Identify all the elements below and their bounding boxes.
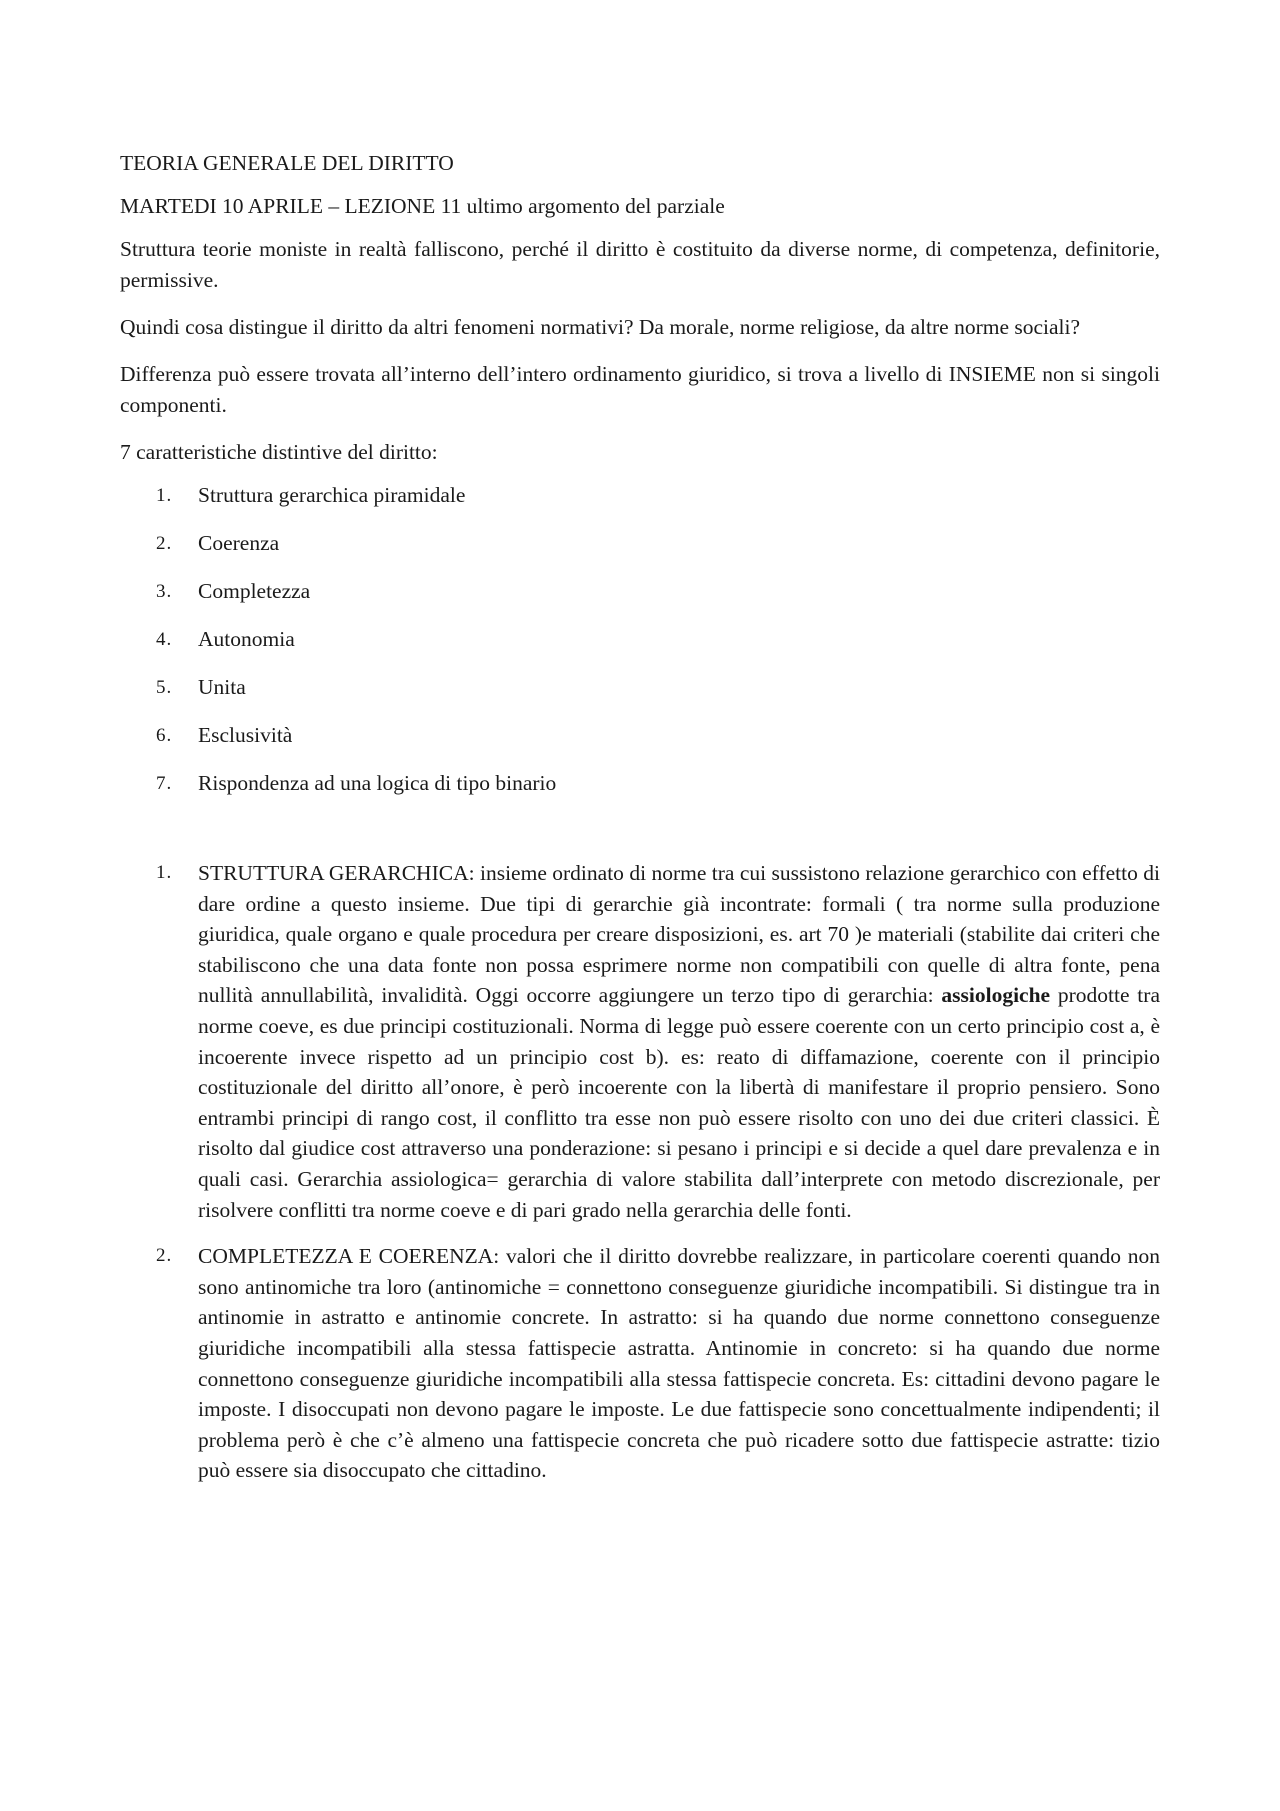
list-item-text: Unita <box>198 675 246 699</box>
lesson-heading: MARTEDI 10 APRILE – LEZIONE 11 ultimo argomento del parziale <box>120 194 725 218</box>
list-number: 1. <box>156 862 173 883</box>
list-item-text: Rispondenza ad una logica di tipo binario <box>198 771 557 795</box>
list-number: 4. <box>156 629 173 650</box>
detail-text: STRUTTURA GERARCHICA: insieme ordinato di norme tra cui sussistono relazione gerarchico con effetto di dare ordine a questo insieme. Due tipi di gerarchie già incontrate: formali ( tra norme sulla produzione giuridica, quale organo e quale procedura per creare disposizioni, es. art 70 )e materiali (stabilite dai criteri che stabiliscono che una data fonte non possa esprimere norme non compatibili con quelle di altra fonte, pena nullità annullabilità, invalidità. Oggi occorre aggiungere un terzo tipo di gerarchia: <box>198 861 1160 1008</box>
list-item-text: Struttura gerarchica piramidale <box>198 483 466 507</box>
list-item-text: Autonomia <box>198 627 295 651</box>
bold-term: assiologiche <box>941 983 1051 1008</box>
list-item <box>120 480 1160 528</box>
list-number: 3. <box>156 581 173 602</box>
list-number: 5. <box>156 677 173 698</box>
document-page <box>120 148 1160 1502</box>
list-item <box>120 624 1160 672</box>
list-number: 7. <box>156 773 173 794</box>
detail-item <box>120 858 1160 1225</box>
list-number: 6. <box>156 725 173 746</box>
list-item-text: Coerenza <box>198 531 280 555</box>
features-intro: 7 caratteristiche distintive del diritto: <box>120 440 438 464</box>
detail-text: COMPLETEZZA E COERENZA: valori che il diritto dovrebbe realizzare, in particolare coerenti quando non sono antinomiche tra loro (antinomiche = connettono conseguenze giuridiche incompatibili. Si distingue tra in antinomie in astratto e antinomie concrete. In astratto: si ha quando due norme connettono conseguenze giuridiche incompatibili alla stessa fattispecie astratta. Antinomie in concreto: si ha quando due norme connettono conseguenze giuridiche incompatibili alla stessa fattispecie concreta. Es: cittadini devono pagare le imposte. I disoccupati non devono pagare le imposte. Le due fattispecie sono concettualmente indipendenti; il problema però è che c’è almeno una fattispecie concreta che può ricadere sotto due fattispecie astratte: tizio può essere sia disoccupato che cittadino. <box>198 1244 1160 1483</box>
paragraph: Struttura teorie moniste in realtà falliscono, perché il diritto è costituito da diverse norme, di competenza, definitorie, permissive. <box>120 237 1160 292</box>
details-list <box>120 858 1160 1486</box>
features-list <box>120 480 1160 816</box>
paragraph: Quindi cosa distingue il diritto da altri fenomeni normativi? Da morale, norme religiose, da altre norme sociali? <box>120 315 1081 339</box>
list-number: 2. <box>156 1245 173 1267</box>
list-item-text: Completezza <box>198 579 311 603</box>
list-item <box>120 720 1160 768</box>
list-item <box>120 528 1160 576</box>
document-title: TEORIA GENERALE DEL DIRITTO <box>120 151 454 175</box>
list-number: 1. <box>156 485 173 506</box>
list-item <box>120 768 1160 816</box>
spacer <box>120 816 1160 858</box>
detail-item <box>120 1241 1160 1486</box>
list-item-text: Esclusività <box>198 723 293 747</box>
detail-text: prodotte tra norme coeve, es due principi costituzionali. Norma di legge può essere coerente con un certo principio cost a, è incoerente invece rispetto ad un principio cost b). es: reato di diffamazione, coerente con il principio costituzionale del diritto all’onore, è però incoerente con la libertà di manifestare il proprio pensiero. Sono entrambi principi di rango cost, il conflitto tra esse non può essere risolto con uno dei due criteri classici. È risolto dal giudice cost attraverso una ponderazione: si pesano i principi e si decide a quel dare prevalenza e in quali casi. Gerarchia assiologica= gerarchia di valore stabilita dall’interprete con metodo discrezionale, per risolvere conflitti tra norme coeve e di pari grado nella gerarchia delle fonti. <box>198 983 1160 1222</box>
list-item <box>120 672 1160 720</box>
paragraph: Differenza può essere trovata all’interno dell’intero ordinamento giuridico, si trova a livello di INSIEME non si singoli componenti. <box>120 362 1160 417</box>
list-number: 2. <box>156 533 173 554</box>
list-item <box>120 576 1160 624</box>
